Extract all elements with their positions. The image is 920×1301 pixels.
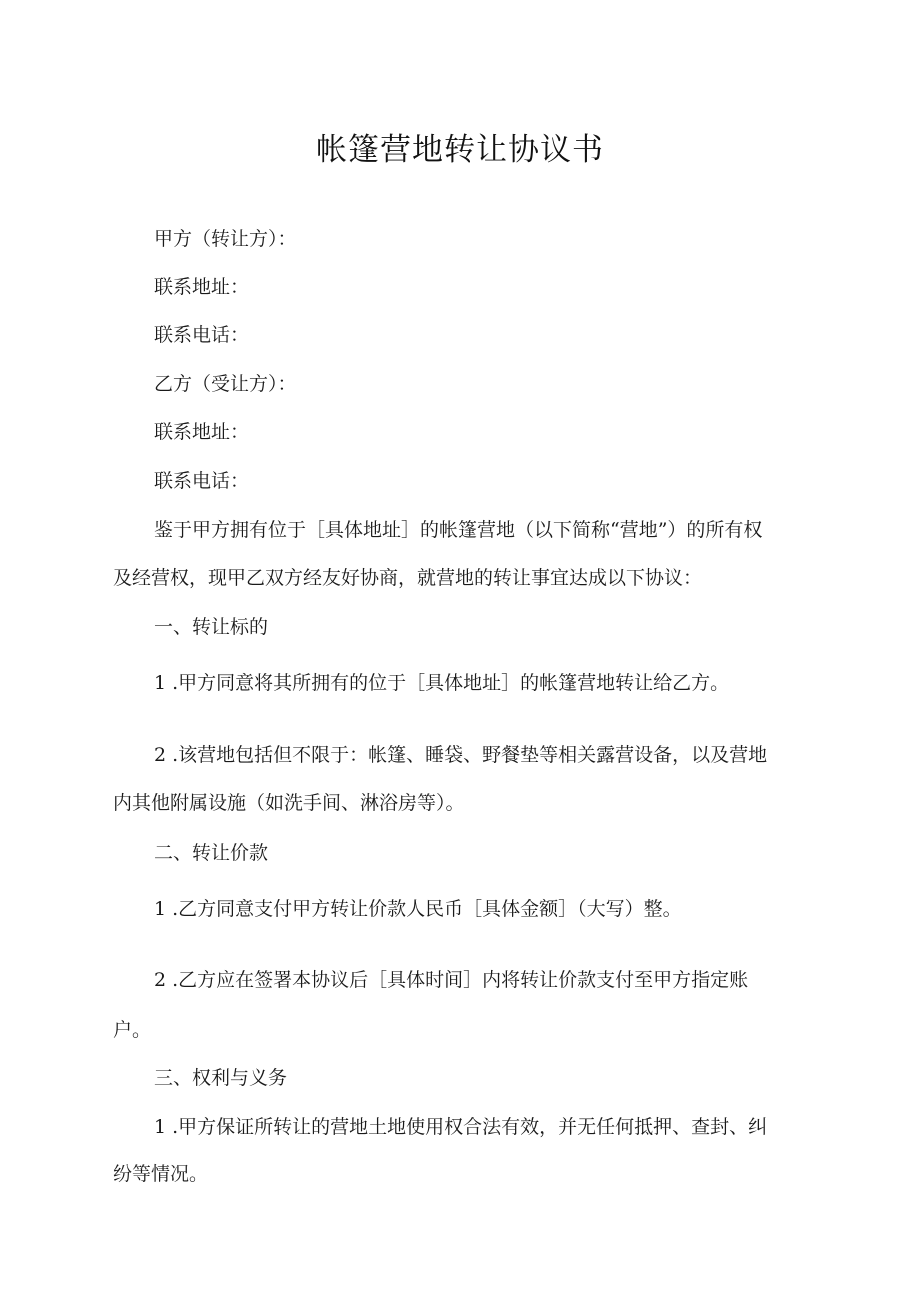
section1-heading: 一、转让标的 (154, 616, 269, 638)
section1-item1: 1 .甲方同意将其所拥有的位于［具体地址］的帐篷营地转让给乙方。 (154, 672, 730, 694)
party-a-address-label: 联系地址： (154, 276, 250, 298)
section2-item2-line-2: 户。 (113, 1019, 152, 1041)
section2-item2-line-1: 2 .乙方应在签署本协议后［具体时间］内将转让价款支付至甲方指定账 (154, 969, 749, 991)
section1-item2-line-1: 2 .该营地包括但不限于：帐篷、睡袋、野餐垫等相关露营设备，以及营地 (154, 744, 768, 766)
party-a-label: 甲方（转让方）： (154, 228, 297, 250)
section2-heading: 二、转让价款 (154, 842, 269, 864)
section3-item1-line-1: 1 .甲方保证所转让的营地土地使用权合法有效，并无任何抵押、查封、纠 (154, 1116, 768, 1138)
section2-item1: 1 .乙方同意支付甲方转让价款人民币［具体金额］（大写）整。 (154, 898, 682, 920)
party-b-address-label: 联系地址： (154, 421, 250, 443)
section3-heading: 三、权利与义务 (154, 1067, 288, 1089)
section3-item1-line-2: 纷等情况。 (113, 1163, 209, 1185)
party-b-phone-label: 联系电话： (154, 470, 250, 492)
party-a-phone-label: 联系电话： (154, 324, 250, 346)
document-title: 帐篷营地转让协议书 (316, 132, 604, 168)
party-b-label: 乙方（受让方）： (154, 373, 297, 395)
section1-item2-line-2: 内其他附属设施（如洗手间、淋浴房等）。 (113, 792, 465, 814)
preamble-line-1: 鉴于甲方拥有位于［具体地址］的帐篷营地（以下简称“营地”）的所有权 (154, 519, 763, 541)
preamble-line-2: 及经营权，现甲乙双方经友好协商，就营地的转让事宜达成以下协议： (113, 567, 703, 589)
